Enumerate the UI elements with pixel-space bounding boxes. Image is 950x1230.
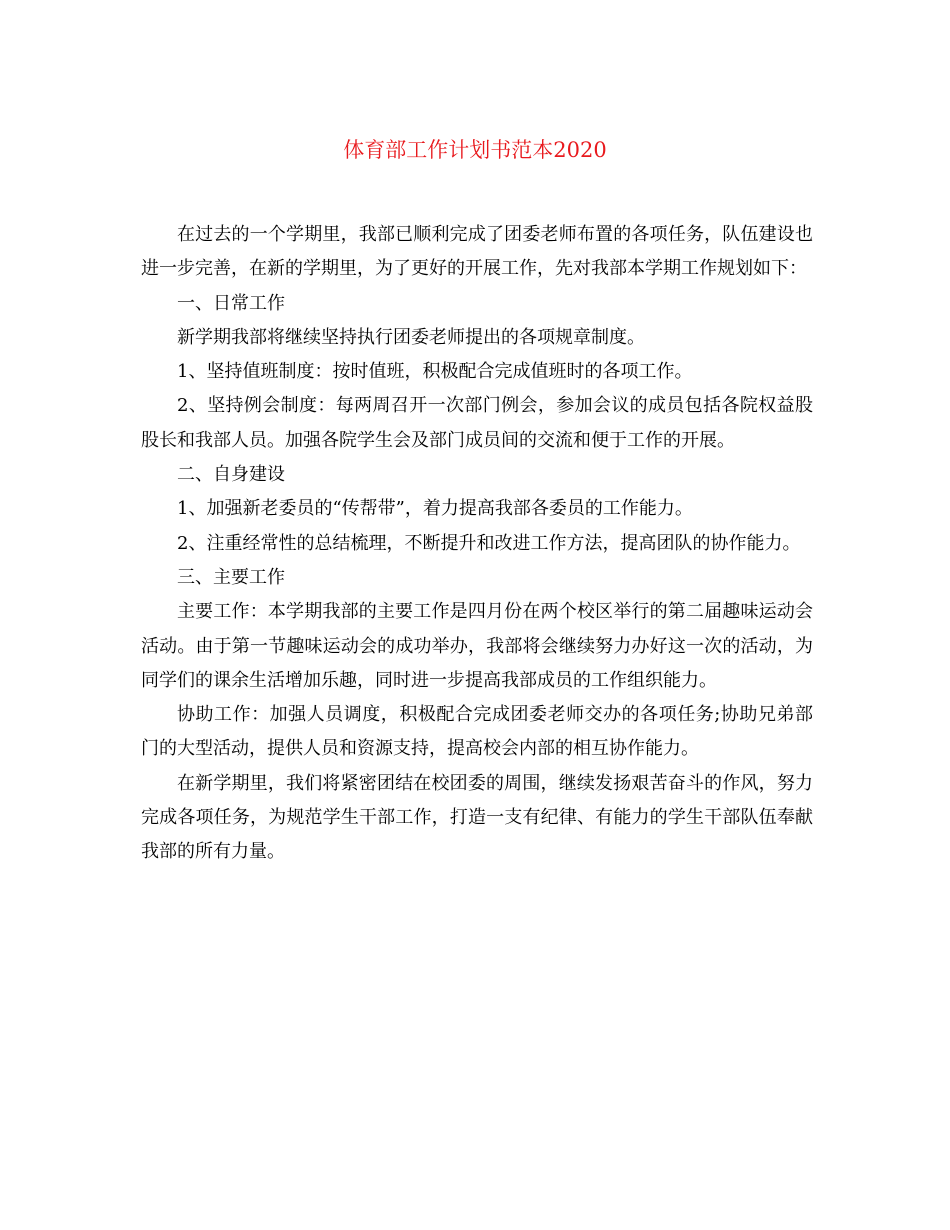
paragraph-main-work: 主要工作：本学期我部的主要工作是四月份在两个校区举行的第二届趣味运动会活动。由于第一节趣味运动会的成功举办，我部将会继续努力办好这一次的活动，为同学们的课余生活增加乐趣，同时进一步提高我部成员的工作组织能力。 [141, 601, 813, 691]
paragraph-daily-rules: 新学期我部将继续坚持执行团委老师提出的各项规章制度。 [177, 326, 645, 348]
paragraph-meeting-system: 2、坚持例会制度：每两周召开一次部门例会，参加会议的成员包括各院权益股股长和我部人员。加强各院学生会及部门成员间的交流和便于工作的开展。 [141, 395, 813, 451]
section-heading-self-building: 二、自身建设 [177, 464, 285, 486]
paragraph-conclusion: 在新学期里，我们将紧密团结在校团委的周围，继续发扬艰苦奋斗的作风，努力完成各项任务，为规范学生干部工作，打造一支有纪律、有能力的学生干部队伍奉献我部的所有力量。 [141, 772, 813, 863]
paragraph-duty-system: 1、坚持值班制度：按时值班，积极配合完成值班时的各项工作。 [177, 361, 693, 383]
paragraph-summary-review: 2、注重经常性的总结梳理，不断提升和改进工作方法，提高团队的协作能力。 [177, 532, 801, 554]
paragraph-mentoring: 1、加强新老委员的“传帮带”，着力提高我部各委员的工作能力。 [177, 498, 693, 520]
paragraph-intro: 在过去的一个学期里，我部已顺利完成了团委老师布置的各项任务，队伍建设也进一步完善，在新的学期里，为了更好的开展工作，先对我部本学期工作规划如下： [141, 224, 813, 280]
paragraph-assist-work: 协助工作：加强人员调度，积极配合完成团委老师交办的各项任务;协助兄弟部门的大型活动，提供人员和资源支持，提高校会内部的相互协作能力。 [141, 704, 813, 760]
document-title: 体育部工作计划书范本2020 [343, 138, 607, 162]
section-heading-main-work: 三、主要工作 [177, 566, 285, 588]
section-heading-daily-work: 一、日常工作 [177, 292, 285, 314]
document-body [141, 218, 813, 870]
